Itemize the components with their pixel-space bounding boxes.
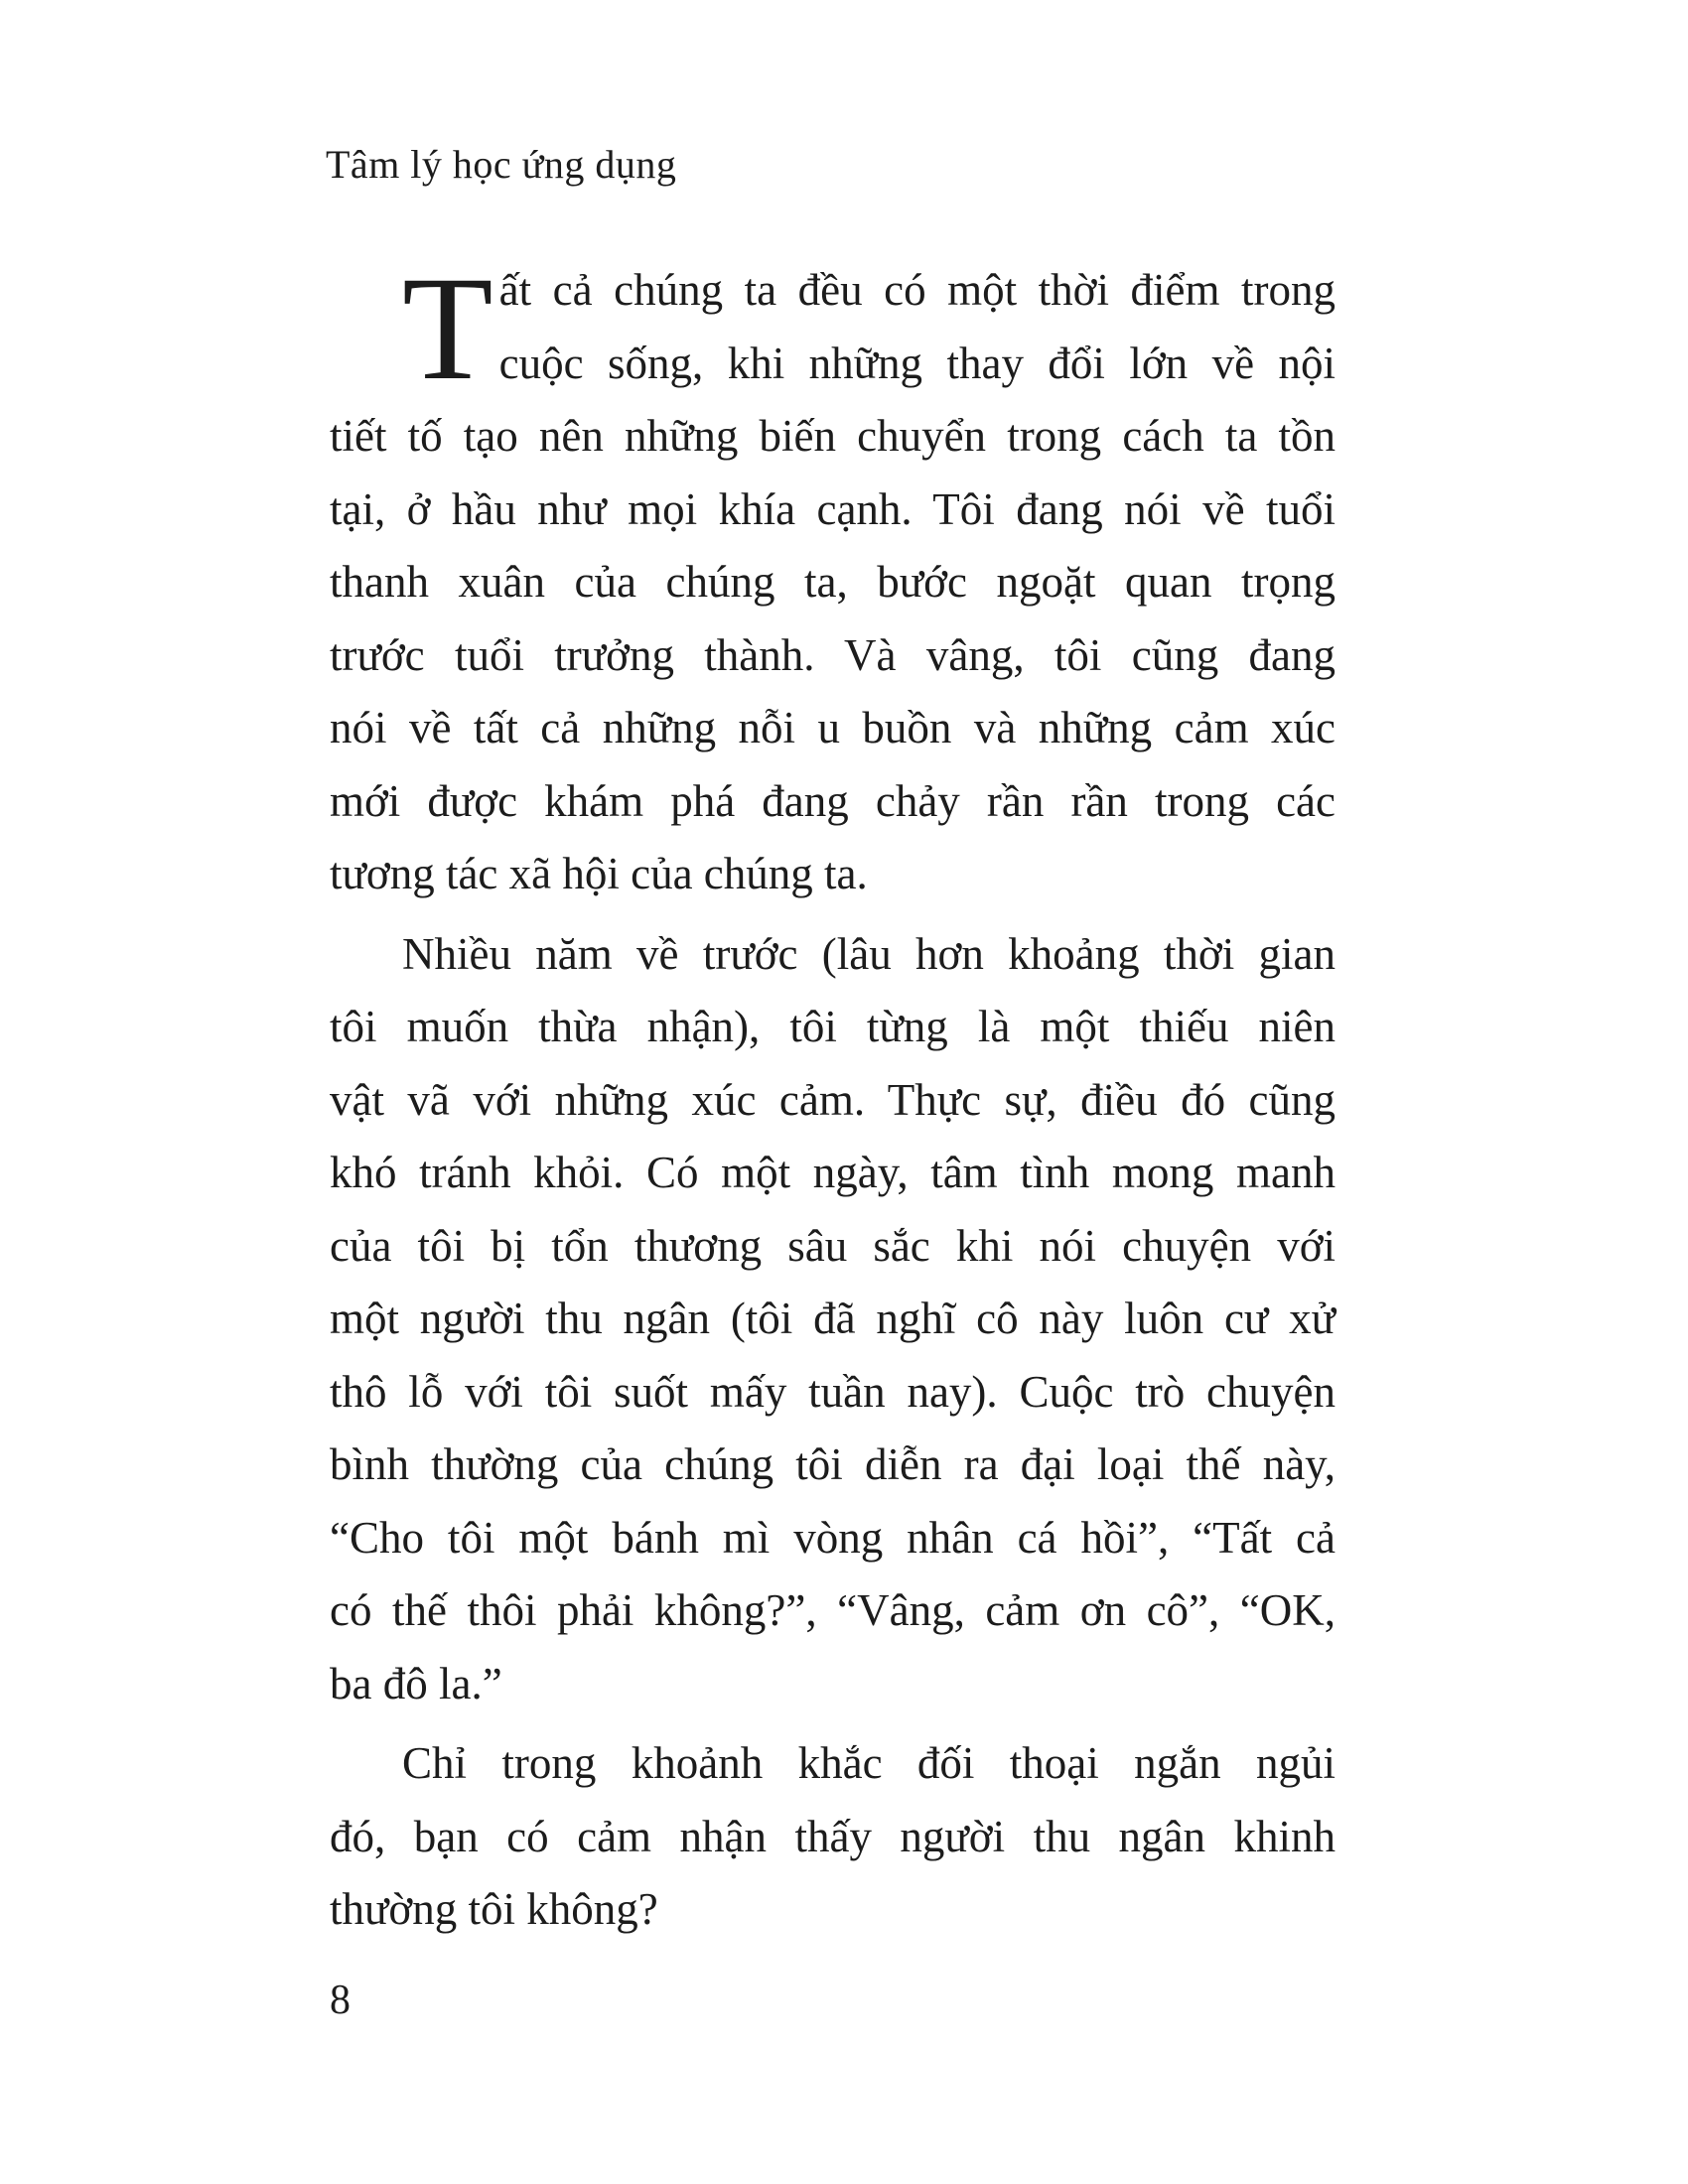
text-line: Nhiều năm về trước (lâu hơn khoảng thời gian [402, 928, 1336, 979]
text-line: ất cả chúng ta đều có một thời điểm trong [498, 265, 1336, 315]
text-line: “Cho tôi một bánh mì vòng nhân cá hồi”, “Tất cả [330, 1512, 1336, 1563]
text-line: vật vã với những xúc cảm. Thực sự, điều đó cũng [330, 1074, 1336, 1125]
text-line: cuộc sống, khi những thay đổi lớn về nội [498, 338, 1336, 388]
text-line: một người thu ngân (tôi đã nghĩ cô này luôn cư xử [330, 1294, 1336, 1343]
text-line: thanh xuân của chúng ta, bước ngoặt quan trọng [330, 557, 1336, 607]
drop-cap: T [402, 246, 493, 411]
text-line: khó tránh khỏi. Có một ngày, tâm tình mong manh [330, 1148, 1336, 1197]
body-text [330, 246, 1336, 1947]
paragraph-1 [330, 246, 1336, 911]
text-line: của tôi bị tổn thương sâu sắc khi nói chuyện với [330, 1220, 1336, 1271]
text-line: tôi muốn thừa nhận), tôi từng là một thiếu niên [330, 1002, 1336, 1051]
text-line: Chỉ trong khoảnh khắc đối thoại ngắn ngủi [402, 1738, 1336, 1788]
text-line: có thế thôi phải không?”, “Vâng, cảm ơn cô”, “OK, [330, 1585, 1336, 1635]
text-line: đó, bạn có cảm nhận thấy người thu ngân khinh [330, 1811, 1336, 1861]
text-line: thường tôi không? [330, 1884, 658, 1934]
text-line: nói về tất cả những nỗi u buồn và những cảm xúc [330, 703, 1336, 752]
paragraph-3 [330, 1727, 1336, 1947]
text-line: tương tác xã hội của chúng ta. [330, 849, 868, 898]
paragraph-2 [330, 918, 1336, 1721]
text-line: tại, ở hầu như mọi khía cạnh. Tôi đang nói về tuổi [330, 483, 1336, 534]
page-number: 8 [330, 1978, 351, 2023]
text-line: trước tuổi trưởng thành. Và vâng, tôi cũng đang [330, 629, 1336, 680]
text-line: tiết tố tạo nên những biến chuyển trong cách ta tồn [330, 411, 1336, 461]
text-line: thô lỗ với tôi suốt mấy tuần nay). Cuộc trò chuyện [330, 1366, 1336, 1417]
text-line: ba đô la.” [330, 1658, 502, 1708]
running-header: Tâm lý học ứng dụng [326, 142, 677, 187]
text-line: bình thường của chúng tôi diễn ra đại loại thế này, [330, 1439, 1336, 1489]
text-line: mới được khám phá đang chảy rần rần trong các [330, 775, 1336, 826]
